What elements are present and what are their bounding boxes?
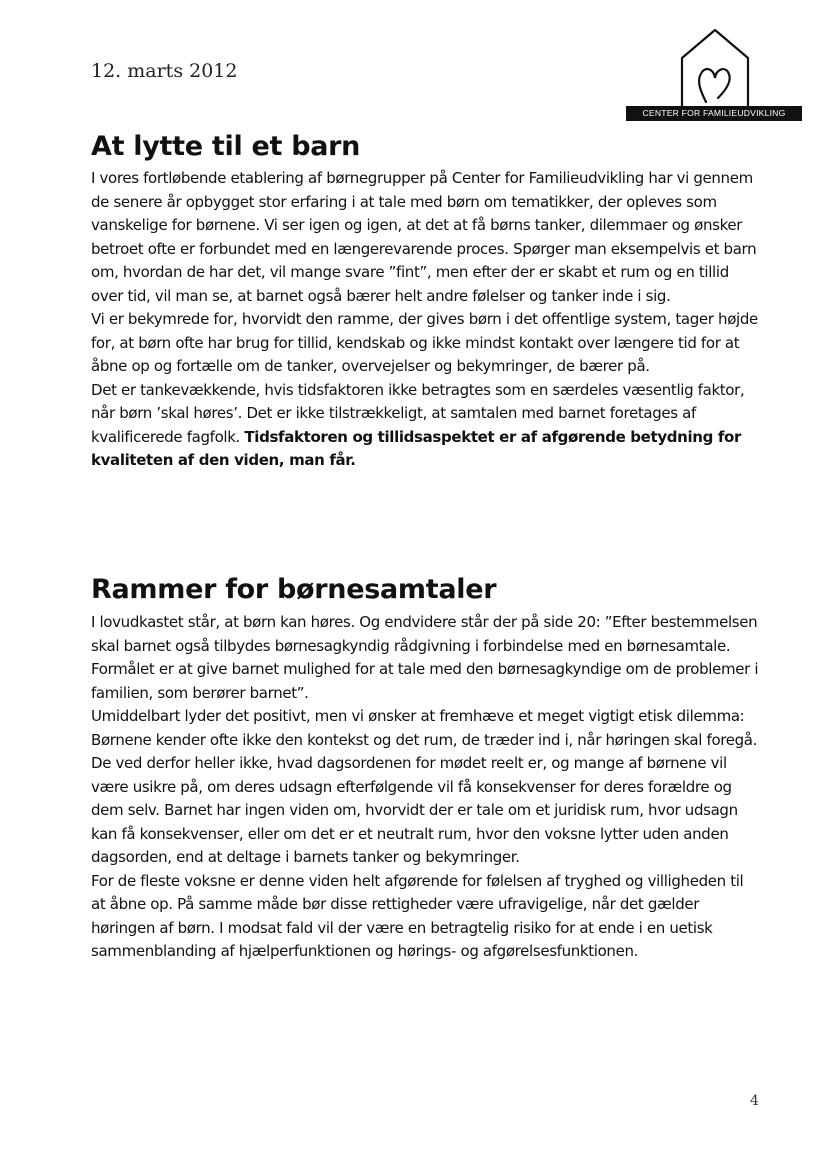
paragraph: For de fleste voksne er denne viden helt afgørende for følelsen af tryghed og villigheden til at åbne op. På samme måde bør disse rettigheder være ufravigelige, når det gælder høringen af børn. I modsat fald vil der være en betragtelig risiko for at ende i en uetisk sammenblanding af hjælperfunktionen og hørings- og afgørelsesfunktionen. bbox=[91, 871, 744, 960]
section-title-listen: At lytte til et barn bbox=[91, 131, 361, 162]
house-heart-icon bbox=[660, 28, 770, 108]
paragraph-text: Det er tankevækkende, hvis tidsfaktoren ikke betragtes som en særdeles væsentlig faktor, når børn ’skal høres’. Det er ikke tilstrækkeligt, at samtalen med barnet foretages af kvalificerede fagfolk. bbox=[91, 380, 745, 446]
paragraph: Vi er bekymrede for, hvorvidt den ramme, der gives børn i det offentlige system, tager højde for, at børn ofte har brug for tillid, kendskab og ikke mindst kontakt over længere tid for at åbne op og fortælle om de tanker, overvejelser og bekymringer, de bærer på. bbox=[91, 310, 758, 375]
paragraph: Umiddelbart lyder det positivt, men vi ønsker at fremhæve et meget vigtigt etisk dilemma: Børnene kender ofte ikke den kontekst og det rum, de træder ind i, når høringen skal foregå. De ved derfor heller ikke, hvad dagsordenen for mødet reelt er, og mange af børnene vil være usikre på, om deres udsagn efterfølgende vil få konsekvenser for deres forældre og dem selv. Barnet har ingen viden om, hvorvidt der er tale om et juridisk rum, hvor udsagn kan få konsekvenser, eller om det er et neutralt rum, hvor den voksne lytter uden anden dagsorden, end at deltage i barnets tanker og bekymringer. bbox=[91, 707, 758, 866]
paragraph: I vores fortløbende etablering af børnegrupper på Center for Familieudvikling har vi gennem de senere år opbygget stor erfaring i at tale med børn om tematikker, der opleves som vanskelige for børnene. Vi ser igen og igen, at det at få børns tanker, dilemmaer og ønsker betroet ofte er forbundet med en længerevarende proces. Spørger man eksempelvis et barn om, hvordan de har det, vil mange svare ”fint”, men efter der er skabt et rum og en tillid over tid, vil man se, at barnet også bærer helt andre følelser og tanker inde i sig. bbox=[91, 169, 757, 305]
page-number: 4 bbox=[750, 1093, 759, 1109]
paragraph bbox=[91, 379, 761, 473]
section-framework bbox=[91, 611, 761, 964]
logo-text-bar: CENTER FOR FAMILIEUDVIKLING bbox=[626, 106, 802, 121]
paragraph: I lovudkastet står, at børn kan høres. Og endvidere står der på side 20: ”Efter bestemmelsen skal barnet også tilbydes børnesagkyndig rådgivning i forbindelse med en børnesamtale. Formålet er at give barnet mulighed for at tale med den børnesagkyndige om de problemer i familien, som berører barnet”. bbox=[91, 613, 759, 702]
document-date: 12. marts 2012 bbox=[91, 60, 238, 82]
section-title-framework: Rammer for børnesamtaler bbox=[91, 574, 497, 605]
section-listen bbox=[91, 167, 761, 473]
organization-logo bbox=[626, 28, 802, 124]
emphasized-text: Tidsfaktoren og tillidsaspektet er af afgørende betydning for kvaliteten af den viden, man får. bbox=[91, 427, 742, 469]
